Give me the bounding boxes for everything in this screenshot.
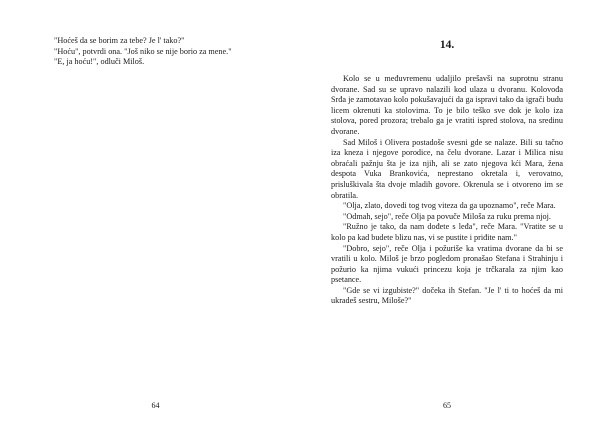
right-page-text — [331, 74, 563, 307]
paragraph: "Hoću", potvrdi ona. "Još niko se nije borio za mene." — [54, 46, 232, 56]
chapter-title: 14. — [439, 39, 455, 51]
paragraph: "Gde se vi izgubiste?" dočeka ih Stefan. "Je l' ti to hoćeš da mi ukradeš sestru, Miloše?" — [331, 285, 563, 306]
page-number: 65 — [443, 401, 451, 410]
left-page-text — [42, 36, 269, 68]
paragraph: "Dobro, sejo", reče Olja i požuriše ka vratima dvorane da bi se vratili u kolo. Miloš je brzo pogledom pronašao Stefana i Strahinju i požurio ka njima vukući princezu koja je trčkarala za njim kao psetance. — [331, 243, 563, 285]
paragraph: "Hoćeš da se borim za tebe? Je l' tako?" — [54, 36, 185, 45]
page-number: 64 — [151, 401, 160, 410]
paragraph: "Ružno je tako, da nam dođete s leđa", reče Mara. "Vratite se u kolo pa kad budete blizu nas, vi se pustite i priđite nam." — [331, 222, 563, 242]
paragraph: Sad Miloš i Olivera postadoše svesni gde se nalaze. Bili su tačno iza kneza i njegove porodice, na čelu dvorane. Lazar i Milica nisu obraćali pažnju šta je iza njih, ali se zato njegova kći Mara, žena despota Vuka Brankovića, neprestano okretala i, verovatno, prisluškivala šta dvoje mladih govore. Okrenula se i otvoreno im se obratila. — [331, 137, 563, 200]
paragraph: Kolo se u međuvremenu udaljilo prešavši na suprotnu stranu dvorane. Sad su se upravo nalazili kod ulaza u dvoranu. Kolovođa Srđa je zamotavao kolo pokušavajući da ga ispravi tako da igrači budu licem okrenuti ka stolovima. To je bilo teško sve dok je kolo iza stolova, pored prozora; trebalo ga je vratiti ispred stolova, na sredinu dvorane. — [331, 74, 563, 136]
left-page — [42, 0, 269, 424]
paragraph: "E, ja hoću!", odluči Miloš. — [54, 57, 145, 67]
paragraph: "Olja, zlato, dovedi tog tvog viteza da ga upoznamo", reče Mara. — [343, 201, 556, 211]
right-page — [331, 0, 563, 424]
paragraph: "Odmah, sejo", reče Olja pa povuče Miloša za ruku prema njoj. — [343, 211, 551, 221]
